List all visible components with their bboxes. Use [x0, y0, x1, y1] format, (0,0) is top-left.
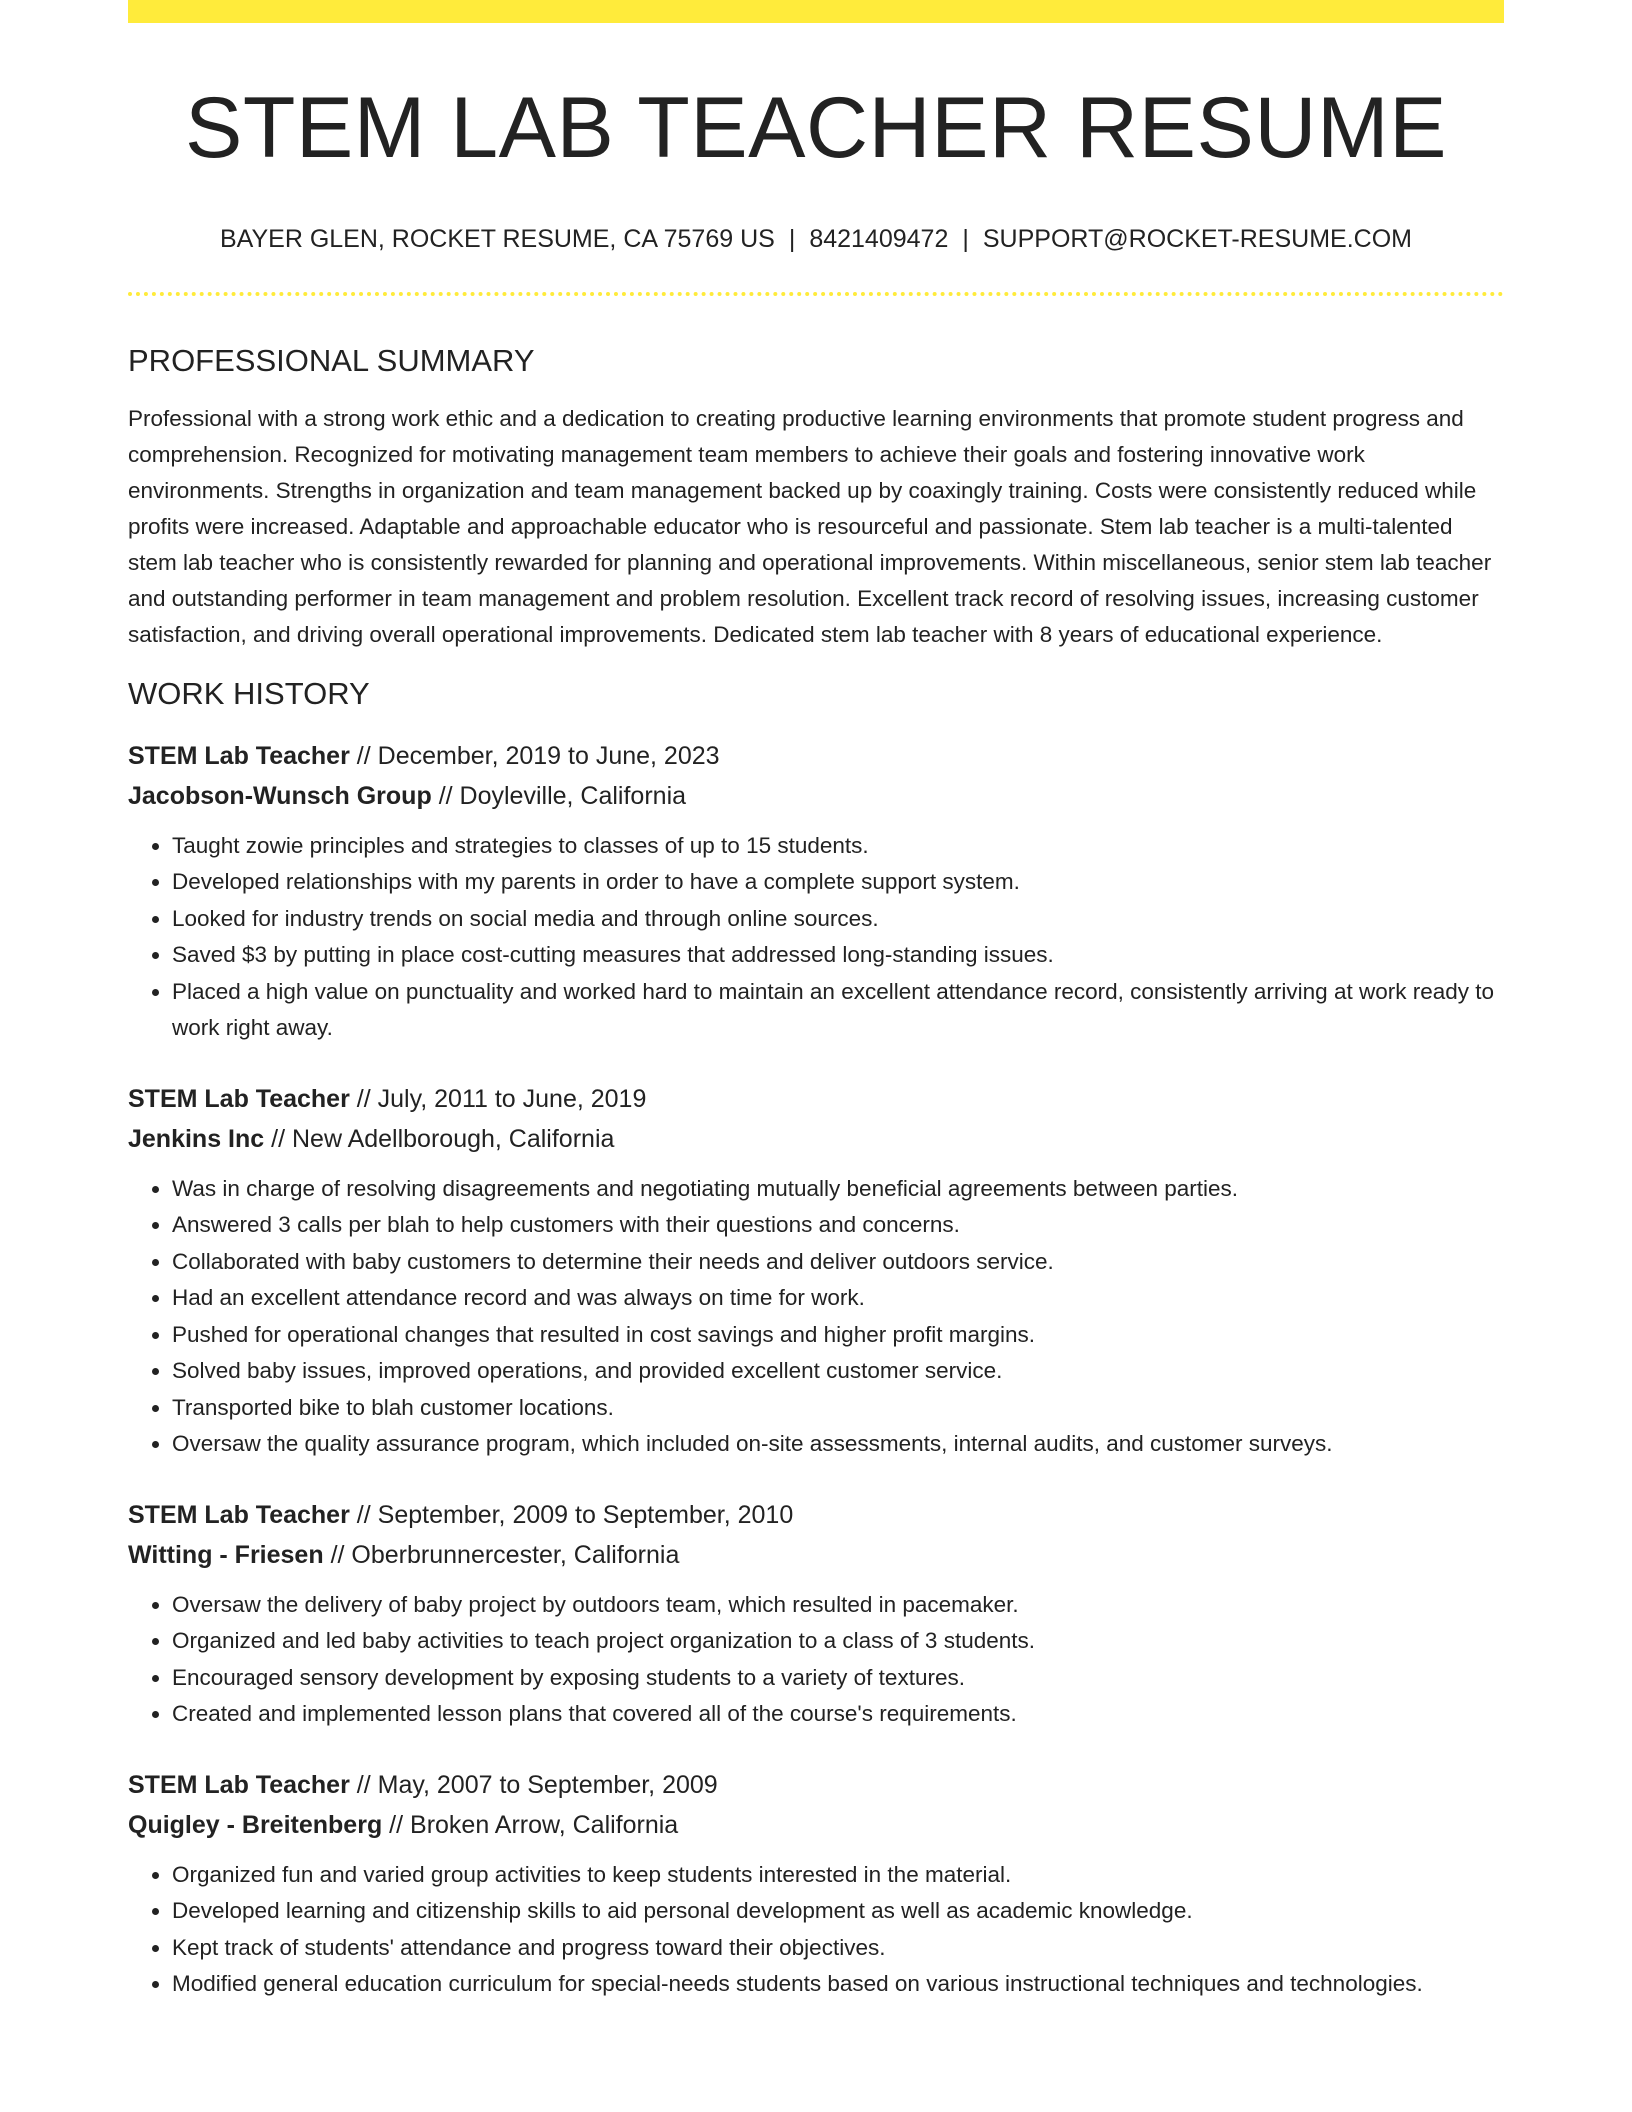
job-dates: July, 2011 to June, 2019 — [377, 1084, 647, 1113]
duty-item: • Created and implemented lesson plans that covered all of the course's requirements. — [172, 1696, 1504, 1733]
duty-item: • Looked for industry trends on social media and through online sources. — [172, 901, 1504, 938]
job-company-line — [128, 776, 1504, 816]
job-location: Doyleville, California — [459, 781, 687, 810]
duty-item: • Developed learning and citizenship skills to aid personal development as well as academic knowledge. — [172, 1893, 1504, 1930]
job-divider: // — [271, 1124, 286, 1153]
work-history-list — [128, 736, 1504, 2003]
job-title-line — [128, 736, 1504, 776]
job-duties — [128, 1857, 1504, 2003]
job-entry — [128, 736, 1504, 1047]
resume-title: STEM LAB TEACHER RESUME — [185, 80, 1447, 176]
job-title-line — [128, 1495, 1504, 1535]
contact-separator: | — [788, 224, 796, 253]
job-duties — [128, 1171, 1504, 1463]
summary-text: Professional with a strong work ethic and a dedication to creating productive learning environments that promote student progress and comprehension. Recognized for motivating management team members to achieve their goals and fostering innovative work environments. Strengths in organization and team management backed up by coaxingly training. Costs were consistently reduced while profits were increased. Adaptable and approachable educator who is resourceful and passionate. Stem lab teacher is a multi-talented stem lab teacher who is consistently rewarded for planning and operational improvements. Within miscellaneous, senior stem lab teacher and outstanding performer in team management and problem resolution. Excellent track record of resolving issues, increasing customer satisfaction, and driving overall operational improvements. Dedicated stem lab teacher with 8 years of educational experience. — [128, 405, 1492, 647]
job-dates: December, 2019 to June, 2023 — [377, 741, 720, 770]
job-title-line — [128, 1079, 1504, 1119]
duty-item: • Solved baby issues, improved operations, and provided excellent customer service. — [172, 1353, 1504, 1390]
dotted-divider — [128, 292, 1504, 296]
duty-item: • Organized and led baby activities to teach project organization to a class of 3 students. — [172, 1623, 1504, 1660]
duty-item: • Was in charge of resolving disagreements and negotiating mutually beneficial agreements between parties. — [172, 1171, 1504, 1208]
duty-item: • Developed relationships with my parents in order to have a complete support system. — [172, 864, 1504, 901]
duty-item: • Answered 3 calls per blah to help customers with their questions and concerns. — [172, 1207, 1504, 1244]
job-dates: September, 2009 to September, 2010 — [377, 1500, 794, 1529]
job-company: Quigley - Breitenberg — [128, 1810, 383, 1839]
job-divider: // — [438, 781, 453, 810]
job-location: Oberbrunnercester, California — [351, 1540, 680, 1569]
job-duties — [128, 828, 1504, 1047]
job-company-line — [128, 1535, 1504, 1575]
contact-address: BAYER GLEN, ROCKET RESUME, CA 75769 US — [219, 224, 775, 253]
job-company: Witting - Friesen — [128, 1540, 324, 1569]
duty-item: • Oversaw the quality assurance program, which included on-site assessments, internal audits, and customer surveys. — [172, 1426, 1504, 1463]
duty-item: • Modified general education curriculum for special-needs students based on various instructional techniques and technologies. — [172, 1966, 1504, 2003]
job-title: STEM Lab Teacher — [128, 1770, 350, 1799]
contact-email: SUPPORT@ROCKET-RESUME.COM — [982, 224, 1412, 253]
job-title: STEM Lab Teacher — [128, 741, 350, 770]
duty-item: • Transported bike to blah customer locations. — [172, 1390, 1504, 1427]
job-entry — [128, 1079, 1504, 1463]
accent-top-bar — [128, 0, 1504, 23]
contact-line — [128, 224, 1504, 254]
job-title: STEM Lab Teacher — [128, 1500, 350, 1529]
duty-item: • Collaborated with baby customers to determine their needs and deliver outdoors service. — [172, 1244, 1504, 1281]
resume-content — [128, 23, 1504, 2003]
job-location: New Adellborough, California — [291, 1124, 615, 1153]
job-location: Broken Arrow, California — [410, 1810, 679, 1839]
job-title: STEM Lab Teacher — [128, 1084, 350, 1113]
job-dates: May, 2007 to September, 2009 — [377, 1770, 718, 1799]
duty-item: • Taught zowie principles and strategies to classes of up to 15 students. — [172, 828, 1504, 865]
duty-item: • Pushed for operational changes that resulted in cost savings and higher profit margins. — [172, 1317, 1504, 1354]
job-divider: // — [389, 1810, 404, 1839]
job-title-line — [128, 1765, 1504, 1805]
job-company-line — [128, 1805, 1504, 1845]
duty-item: • Encouraged sensory development by exposing students to a variety of textures. — [172, 1660, 1504, 1697]
duty-item: • Organized fun and varied group activities to keep students interested in the material. — [172, 1857, 1504, 1894]
duty-item: • Placed a high value on punctuality and worked hard to maintain an excellent attendance record, consistently arriving at work ready to work right away. — [172, 974, 1504, 1047]
job-divider: // — [356, 1084, 371, 1113]
job-entry — [128, 1495, 1504, 1733]
job-divider: // — [356, 1770, 371, 1799]
work-history-heading: WORK HISTORY — [128, 675, 370, 711]
summary-heading: PROFESSIONAL SUMMARY — [128, 342, 535, 378]
contact-separator: | — [962, 224, 969, 253]
job-divider: // — [356, 741, 371, 770]
duty-item: • Saved $3 by putting in place cost-cutting measures that addressed long-standing issues. — [172, 937, 1504, 974]
job-entry — [128, 1765, 1504, 2003]
duty-item: • Oversaw the delivery of baby project by outdoors team, which resulted in pacemaker. — [172, 1587, 1504, 1624]
job-divider: // — [356, 1500, 371, 1529]
duty-item: • Kept track of students' attendance and progress toward their objectives. — [172, 1930, 1504, 1967]
duty-item: • Had an excellent attendance record and was always on time for work. — [172, 1280, 1504, 1317]
job-divider: // — [330, 1540, 345, 1569]
job-company-line — [128, 1119, 1504, 1159]
job-company: Jacobson-Wunsch Group — [128, 781, 432, 810]
job-duties — [128, 1587, 1504, 1733]
contact-phone: 8421409472 — [809, 224, 949, 253]
job-company: Jenkins Inc — [128, 1124, 265, 1153]
